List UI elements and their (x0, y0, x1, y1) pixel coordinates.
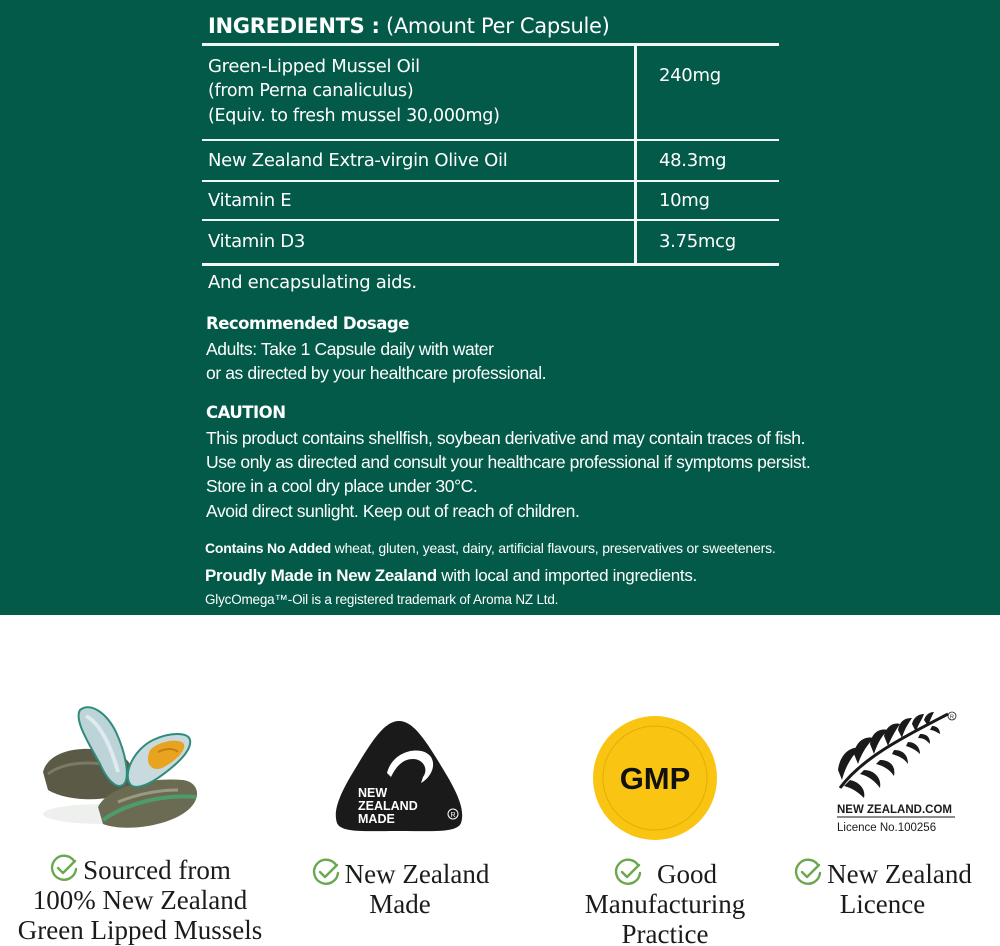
feature-text: Sourced from (83, 855, 231, 885)
no-added-note (205, 540, 776, 556)
check-circle-icon (311, 857, 341, 887)
ingredient-amount: 48.3mg (659, 150, 727, 171)
nz-made-logo-text: NEW (358, 786, 388, 800)
ingredients-title-sub: (Amount Per Capsule) (385, 14, 610, 38)
nz-made-logo (333, 719, 465, 835)
svg-text:R: R (450, 812, 456, 819)
ingredient-detail: (from Perna canaliculus) (208, 81, 414, 101)
ingredients-title-bold: INGREDIENTS : (208, 14, 380, 38)
check-circle-icon (613, 857, 643, 887)
feature-text: Practice (621, 919, 709, 946)
made-in-nz-bold: Proudly Made in New Zealand (205, 566, 437, 585)
ingredient-name: Green-Lipped Mussel Oil (208, 56, 420, 77)
svg-text:MADE: MADE (358, 812, 395, 826)
licence-number: Licence No.100256 (837, 822, 937, 834)
feature-gmp (555, 857, 775, 946)
svg-text:ZEALAND: ZEALAND (358, 799, 418, 813)
dosage-heading: Recommended Dosage (206, 314, 409, 333)
svg-text:R: R (950, 714, 954, 721)
ingredient-amount: 3.75mcg (659, 231, 736, 252)
caution-heading: CAUTION (206, 403, 286, 422)
feature-text: New Zealand (344, 859, 490, 889)
gmp-text: GMP (619, 761, 691, 796)
ingredients-title (208, 14, 610, 38)
ingredient-detail: (Equiv. to fresh mussel 30,000mg) (208, 106, 500, 126)
fern-logo-text: NEW ZEALAND.COM (837, 804, 952, 816)
fern-logo (832, 708, 962, 838)
feature-text: Licence (839, 889, 926, 919)
caution-line: Avoid direct sunlight. Keep out of reach of children. (206, 501, 580, 521)
no-added-bold: Contains No Added (205, 540, 331, 556)
gmp-badge (592, 715, 718, 841)
made-in-nz-rest: with local and imported ingredients. (436, 566, 697, 585)
caution-line: Use only as directed and consult your healthcare professional if symptoms persist. (206, 452, 811, 472)
caution-line: This product contains shellfish, soybean derivative and may contain traces of fish. (206, 428, 806, 448)
table-divider (202, 139, 779, 141)
table-divider (202, 263, 779, 266)
feature-text: 100% New Zealand (32, 885, 248, 915)
ingredient-name: New Zealand Extra-virgin Olive Oil (208, 150, 508, 171)
dosage-line: Adults: Take 1 Capsule daily with water (206, 339, 494, 359)
feature-text: Good (657, 859, 717, 889)
feature-text: Manufacturing (584, 889, 746, 919)
made-in-nz-note (205, 566, 697, 586)
table-column-divider (634, 45, 637, 264)
feature-text: New Zealand (827, 859, 972, 889)
ingredients-footer: And encapsulating aids. (208, 272, 417, 293)
dosage-line: or as directed by your healthcare professional. (206, 363, 547, 383)
feature-sourced (5, 853, 275, 945)
feature-text: Made (369, 889, 431, 919)
ingredient-name: Vitamin E (208, 190, 292, 211)
table-divider (202, 180, 779, 182)
ingredient-amount: 240mg (659, 65, 721, 86)
no-added-rest: wheat, gluten, yeast, dairy, artificial flavours, preservatives or sweeteners. (330, 540, 776, 556)
table-divider (202, 219, 779, 221)
trademark-note: GlycOmega™-Oil is a registered trademark of Aroma NZ Ltd. (205, 592, 559, 607)
feature-nz-licence (775, 857, 990, 919)
mussel-image (38, 702, 203, 834)
ingredient-amount: 10mg (659, 190, 710, 211)
check-circle-icon (49, 853, 79, 883)
feature-nz-made (290, 857, 510, 919)
table-divider (202, 43, 779, 46)
caution-line: Store in a cool dry place under 30°C. (206, 476, 478, 496)
check-circle-icon (793, 857, 823, 887)
feature-text: Green Lipped Mussels (17, 915, 263, 945)
ingredient-name: Vitamin D3 (208, 231, 305, 252)
